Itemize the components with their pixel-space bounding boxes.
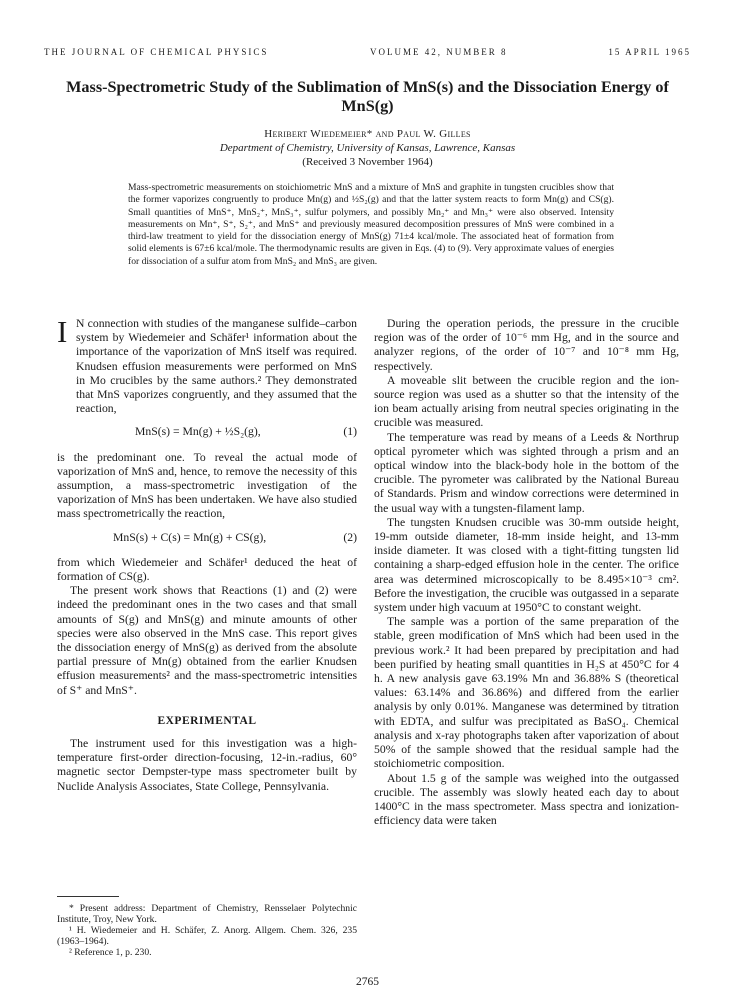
intro-paragraph xyxy=(57,314,357,416)
intro-text: N connection with studies of the manganese sulfide–carbon system by Wiedemeier and Schäfer¹ information about the importance of the vaporization of MnS itself was required. Knudsen effusion measurements were performed on MnS in Mo crucibles by the same authors.² They demonstrated that MnS vaporizes congruently, and they assumed that the reaction, xyxy=(76,317,357,416)
paragraph: from which Wiedemeier and Schäfer¹ deduced the heat of formation of CS(g). xyxy=(57,555,357,584)
journal-name: THE JOURNAL OF CHEMICAL PHYSICS xyxy=(44,47,269,57)
volume-number: VOLUME 42, NUMBER 8 xyxy=(370,47,508,57)
issue-date: 15 APRIL 1965 xyxy=(608,47,691,57)
paragraph: During the operation periods, the pressure in the crucible region was of the order of 10⁻⁶ mm Hg, and in the source and analyzer regions, of the order of 10⁻⁷ and 10⁻⁸ mm Hg, respectively. xyxy=(374,317,679,373)
footnote-2: ² Reference 1, p. 230. xyxy=(69,947,152,958)
equation-1-number: (1) xyxy=(343,425,357,439)
paragraph: is the predominant one. To reveal the actual mode of vaporization of MnS and, hence, to remove the necessity of this assumption, a mass-spectrometric investigation of the vaporization of MnS has been undertaken. We have also studied mass spectrometrically the reaction, xyxy=(57,450,357,521)
drop-cap: I xyxy=(57,314,68,349)
paragraph: The present work shows that Reactions (1) and (2) were indeed the predominant ones in the two cases and that small amounts of S(g) and MnS(g) and minute amounts of other species were also observed in the MnS case. This report gives the dissociation energy of MnS(g) as derived from the absolute partial pressure of Mn(g) obtained from the earlier Knudsen effusion measurements² and the mass-spectrometric intensities of S⁺ and MnS⁺. xyxy=(57,584,357,697)
paragraph: The instrument used for this investigation was a high-temperature first-order direction-focusing, 12-in.-radius, 60° magnetic sector Dempster-type mass spectrometer built by Nuclide Analysis Associates, State College, Pennsylvania. xyxy=(57,737,357,793)
section-heading: EXPERIMENTAL xyxy=(157,714,257,727)
equation-2-number: (2) xyxy=(343,530,357,544)
footnotes xyxy=(57,896,357,958)
article-authors: Heribert Wiedemeier* and Paul W. Gilles xyxy=(264,128,471,140)
equation-1 xyxy=(57,425,357,439)
left-column xyxy=(57,314,357,794)
paragraph: The sample was a portion of the same preparation of the stable, green modification of MnS which had been used in the previous work.² It had been prepared by precipitation and had been purified by heating small quantities in H₂S at 450°C for 4 h. A new analysis gave 63.19% Mn and 36.88% S (theoretical values: 63.14% and 36.86%) and differed from the earlier analysis by only 0.01%. Manganese was determined by titration with EDTA, and sulfur was precipitated as BaSO₄. Chemical analysis and x-ray photographs taken after vaporization of about 50% of the sample showed that the residual sample had the stoichiometric composition. xyxy=(374,615,679,771)
paragraph: About 1.5 g of the sample was weighed into the outgassed crucible. The assembly was slowly heated each day to about 1400°C in the mass spectrometer. Mass spectra and ionization-efficiency data were taken xyxy=(374,771,679,828)
footnote-1: ¹ H. Wiedemeier and H. Schäfer, Z. Anorg. Allgem. Chem. 326, 235 (1963–1964). xyxy=(57,925,357,947)
page-number: 2765 xyxy=(356,976,379,988)
footnote-present-address: * Present address: Department of Chemistry, Rensselaer Polytechnic Institute, Troy, New York. xyxy=(57,903,357,925)
running-head xyxy=(44,47,691,61)
paragraph: The tungsten Knudsen crucible was 30-mm outside height, 19-mm outside diameter, 18-mm inside height, and 13-mm inside diameter. It was closed with a tight-fitting tungsten lid containing a sharp-edged effusion hole in the center. The orifice area was determined microscopically to be 8.495×10⁻³ cm². Before the investigation, the crucible was outgassed in a separate system under high vacuum at 1950°C to constant weight. xyxy=(374,515,679,615)
article-title: Mass-Spectrometric Study of the Sublimation of MnS(s) and the Dissociation Energy of MnS(g) xyxy=(66,78,669,115)
equation-1-body: MnS(s) = Mn(g) + ½S₂(g), xyxy=(135,425,261,439)
author-affiliation: Department of Chemistry, University of Kansas, Lawrence, Kansas xyxy=(219,142,516,154)
abstract: Mass-spectrometric measurements on stoichiometric MnS and a mixture of MnS and graphite in tungsten crucibles show that the former vaporizes congruently to produce Mn(g) and ½S₂(g) and that the latter system reacts to form Mn(g) and CS(g). Small quantities of MnS⁺, MnS₂⁺, MnS₃⁺, sulfur polymers, and possibly Mn₂⁺ and Mn₃⁺ were also observed. Intensity measurements on Mn⁺, S⁺, S₂⁺, and MnS⁺ and previously measured decomposition pressures of MnS were combined in a third-law treatment to yield for the dissociation energy of MnS(g) 71±4 kcal/mole. The associated heat of formation from solid elements is 67±6 kcal/mole. The thermodynamic results are given in Eqs. (4) to (9). Very approximate values of energies for dissociation of a sulfur atom from MnS₂ and MnS₃ are given. xyxy=(128,182,614,267)
equation-2 xyxy=(57,531,357,545)
paragraph: A moveable slit between the crucible region and the ion-source region was used as a shutter so that the intensity of the ion beam actually arising from neutral species originating in the crucible was measured. xyxy=(374,373,679,430)
paragraph: The temperature was read by means of a Leeds & Northrup optical pyrometer which was sighted through a prism and an optical window into the black-body hole in the bottom of the crucible. The pyrometer was calibrated by the National Bureau of Standards. Prism and window corrections were determined in the usual way with a tungsten-filament lamp. xyxy=(374,430,679,515)
right-column xyxy=(374,317,679,828)
footnote-rule xyxy=(57,896,119,897)
equation-2-body: MnS(s) + C(s) = Mn(g) + CS(g), xyxy=(113,530,267,544)
received-date: (Received 3 November 1964) xyxy=(302,156,433,168)
